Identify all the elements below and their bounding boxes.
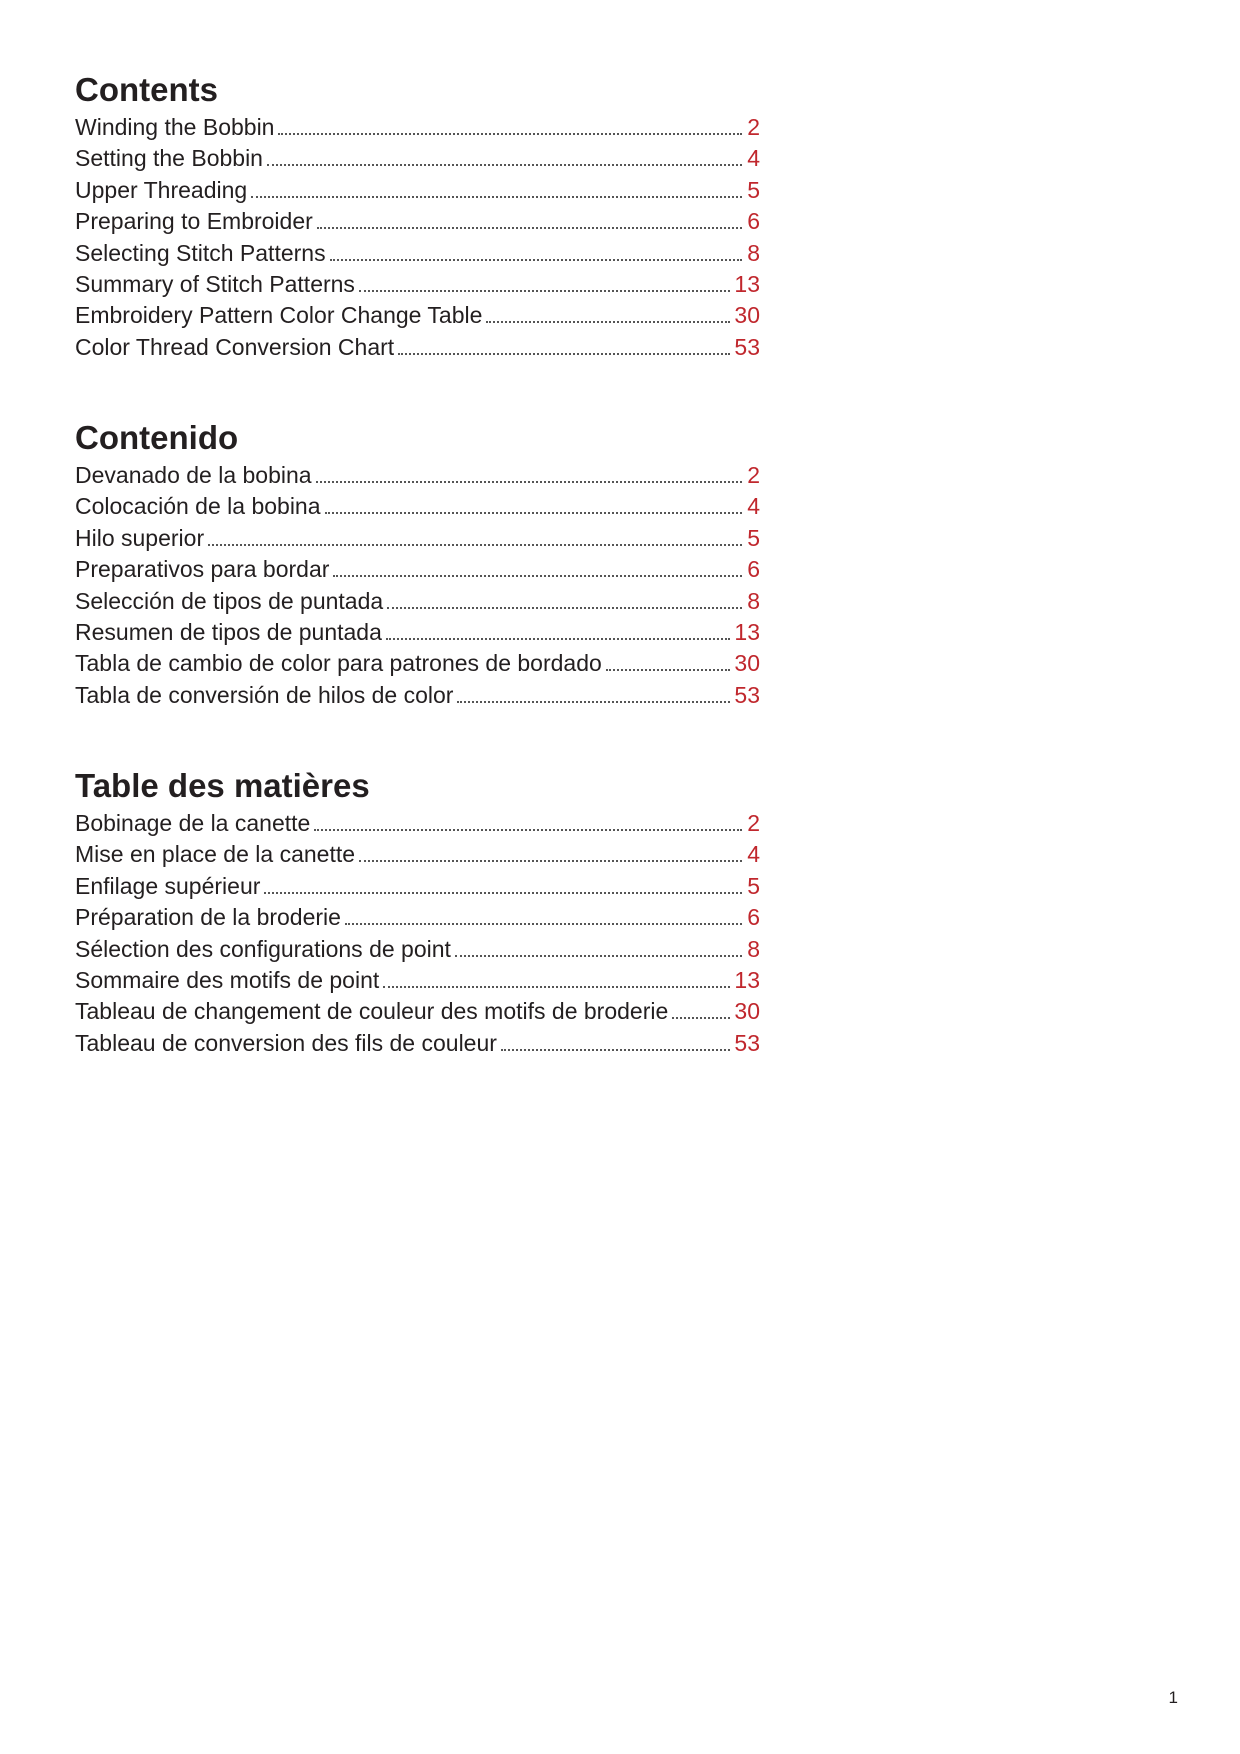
page-number: 1	[1168, 1688, 1178, 1707]
dot-leader	[359, 289, 730, 292]
dot-leader	[316, 480, 742, 483]
toc-entry[interactable]	[75, 871, 760, 902]
toc-entry-page: 2	[747, 810, 760, 836]
toc-entry-page: 8	[747, 239, 760, 266]
toc-entry[interactable]	[75, 491, 760, 522]
toc-entry-title: Summary of Stitch Patterns	[75, 270, 355, 297]
toc-entry[interactable]	[75, 112, 760, 143]
dot-leader	[606, 668, 731, 671]
toc-entry-title: Devanado de la bobina	[75, 462, 312, 488]
dot-leader	[278, 132, 742, 135]
toc-entry-title: Bobinage de la canette	[75, 810, 311, 836]
toc-entry[interactable]	[75, 460, 760, 491]
dot-leader	[330, 258, 742, 261]
toc-entry-title: Winding the Bobbin	[75, 114, 275, 140]
toc-entry-title: Selecting Stitch Patterns	[75, 239, 326, 266]
toc-entry-page: 4	[747, 841, 760, 868]
toc-section-french	[75, 766, 760, 1059]
dot-leader	[501, 1048, 730, 1051]
toc-entry[interactable]	[75, 206, 760, 237]
toc-list	[75, 112, 760, 363]
toc-entry-title: Sélection des configurations de point	[75, 935, 451, 962]
toc-entry-page: 5	[747, 872, 760, 899]
toc-entry-title: Sommaire des motifs de point	[75, 966, 380, 993]
toc-entry[interactable]	[75, 523, 760, 554]
dot-leader	[345, 922, 742, 925]
toc-entry-page: 53	[734, 681, 760, 708]
toc-entry[interactable]	[75, 554, 760, 585]
toc-entry-title: Selección de tipos de puntada	[75, 587, 384, 614]
toc-entry-page: 53	[734, 1029, 760, 1056]
toc-entry-title: Embroidery Pattern Color Change Table	[75, 302, 483, 329]
toc-entry-page: 8	[747, 587, 760, 614]
toc-heading: Table des matières	[75, 767, 370, 804]
dot-leader	[264, 891, 742, 894]
toc-entry[interactable]	[75, 1028, 760, 1059]
dot-leader	[267, 163, 742, 166]
dot-leader	[398, 352, 730, 355]
dot-leader	[383, 985, 730, 988]
toc-entry-title: Resumen de tipos de puntada	[75, 618, 382, 645]
toc-entry[interactable]	[75, 648, 760, 679]
toc-entry-page: 2	[747, 462, 760, 488]
toc-entry-page: 6	[747, 556, 760, 583]
toc-entry-title: Upper Threading	[75, 176, 248, 203]
dot-leader	[251, 195, 742, 198]
dot-leader	[325, 511, 742, 514]
toc-entry-title: Preparativos para bordar	[75, 556, 330, 583]
toc-entry-page: 5	[747, 524, 760, 551]
dot-leader	[486, 320, 730, 323]
toc-entry-page: 30	[734, 302, 760, 329]
toc-entry[interactable]	[75, 808, 760, 839]
toc-list	[75, 808, 760, 1059]
toc-entry[interactable]	[75, 300, 760, 331]
toc-entry-page: 4	[747, 145, 760, 172]
dot-leader	[208, 543, 742, 546]
toc-entry[interactable]	[75, 332, 760, 363]
toc-entry-page: 30	[734, 998, 760, 1025]
toc-entry-page: 13	[734, 270, 760, 297]
toc-section-spanish	[75, 418, 760, 711]
toc-entry-title: Tableau de conversion des fils de couleur	[75, 1029, 497, 1056]
toc-entry-page: 4	[747, 493, 760, 520]
toc-entry[interactable]	[75, 934, 760, 965]
toc-entry-title: Tabla de cambio de color para patrones de bordado	[75, 650, 602, 677]
toc-entry[interactable]	[75, 175, 760, 206]
dot-leader	[317, 226, 742, 229]
toc-entry[interactable]	[75, 902, 760, 933]
toc-entry-page: 5	[747, 176, 760, 203]
dot-leader	[333, 574, 742, 577]
toc-entry[interactable]	[75, 143, 760, 174]
toc-entry-title: Préparation de la broderie	[75, 904, 341, 931]
toc-entry-title: Preparing to Embroider	[75, 208, 313, 235]
toc-section-english	[75, 70, 760, 363]
toc-entry-title: Color Thread Conversion Chart	[75, 333, 395, 360]
toc-entry-title: Hilo superior	[75, 524, 205, 551]
toc-entry[interactable]	[75, 680, 760, 711]
dot-leader	[387, 606, 742, 609]
toc-entry-title: Tabla de conversión de hilos de color	[75, 681, 454, 708]
dot-leader	[359, 859, 742, 862]
toc-entry-title: Colocación de la bobina	[75, 493, 321, 520]
toc-entry[interactable]	[75, 586, 760, 617]
toc-entry-title: Setting the Bobbin	[75, 145, 263, 172]
dot-leader	[455, 954, 742, 957]
toc-entry[interactable]	[75, 965, 760, 996]
dot-leader	[386, 637, 731, 640]
toc-entry-page: 8	[747, 935, 760, 962]
toc-entry-page: 13	[734, 618, 760, 645]
toc-entry[interactable]	[75, 839, 760, 870]
toc-entry[interactable]	[75, 269, 760, 300]
toc-entry-title: Mise en place de la canette	[75, 841, 356, 868]
toc-entry-page: 6	[747, 904, 760, 931]
toc-entry[interactable]	[75, 617, 760, 648]
toc-entry-page: 2	[747, 114, 760, 140]
toc-list	[75, 460, 760, 711]
toc-entry-page: 30	[734, 650, 760, 677]
toc-entry-title: Tableau de changement de couleur des motifs de broderie	[75, 998, 669, 1025]
toc-heading: Contents	[75, 71, 218, 108]
toc-entry-title: Enfilage supérieur	[75, 872, 261, 899]
toc-entry-page: 53	[734, 333, 760, 360]
dot-leader	[457, 700, 730, 703]
toc-heading: Contenido	[75, 419, 239, 456]
dot-leader	[672, 1016, 730, 1019]
dot-leader	[314, 828, 742, 831]
toc-entry[interactable]	[75, 996, 760, 1027]
toc-entry-page: 6	[747, 208, 760, 235]
toc-entry-page: 13	[734, 966, 760, 993]
toc-entry[interactable]	[75, 238, 760, 269]
